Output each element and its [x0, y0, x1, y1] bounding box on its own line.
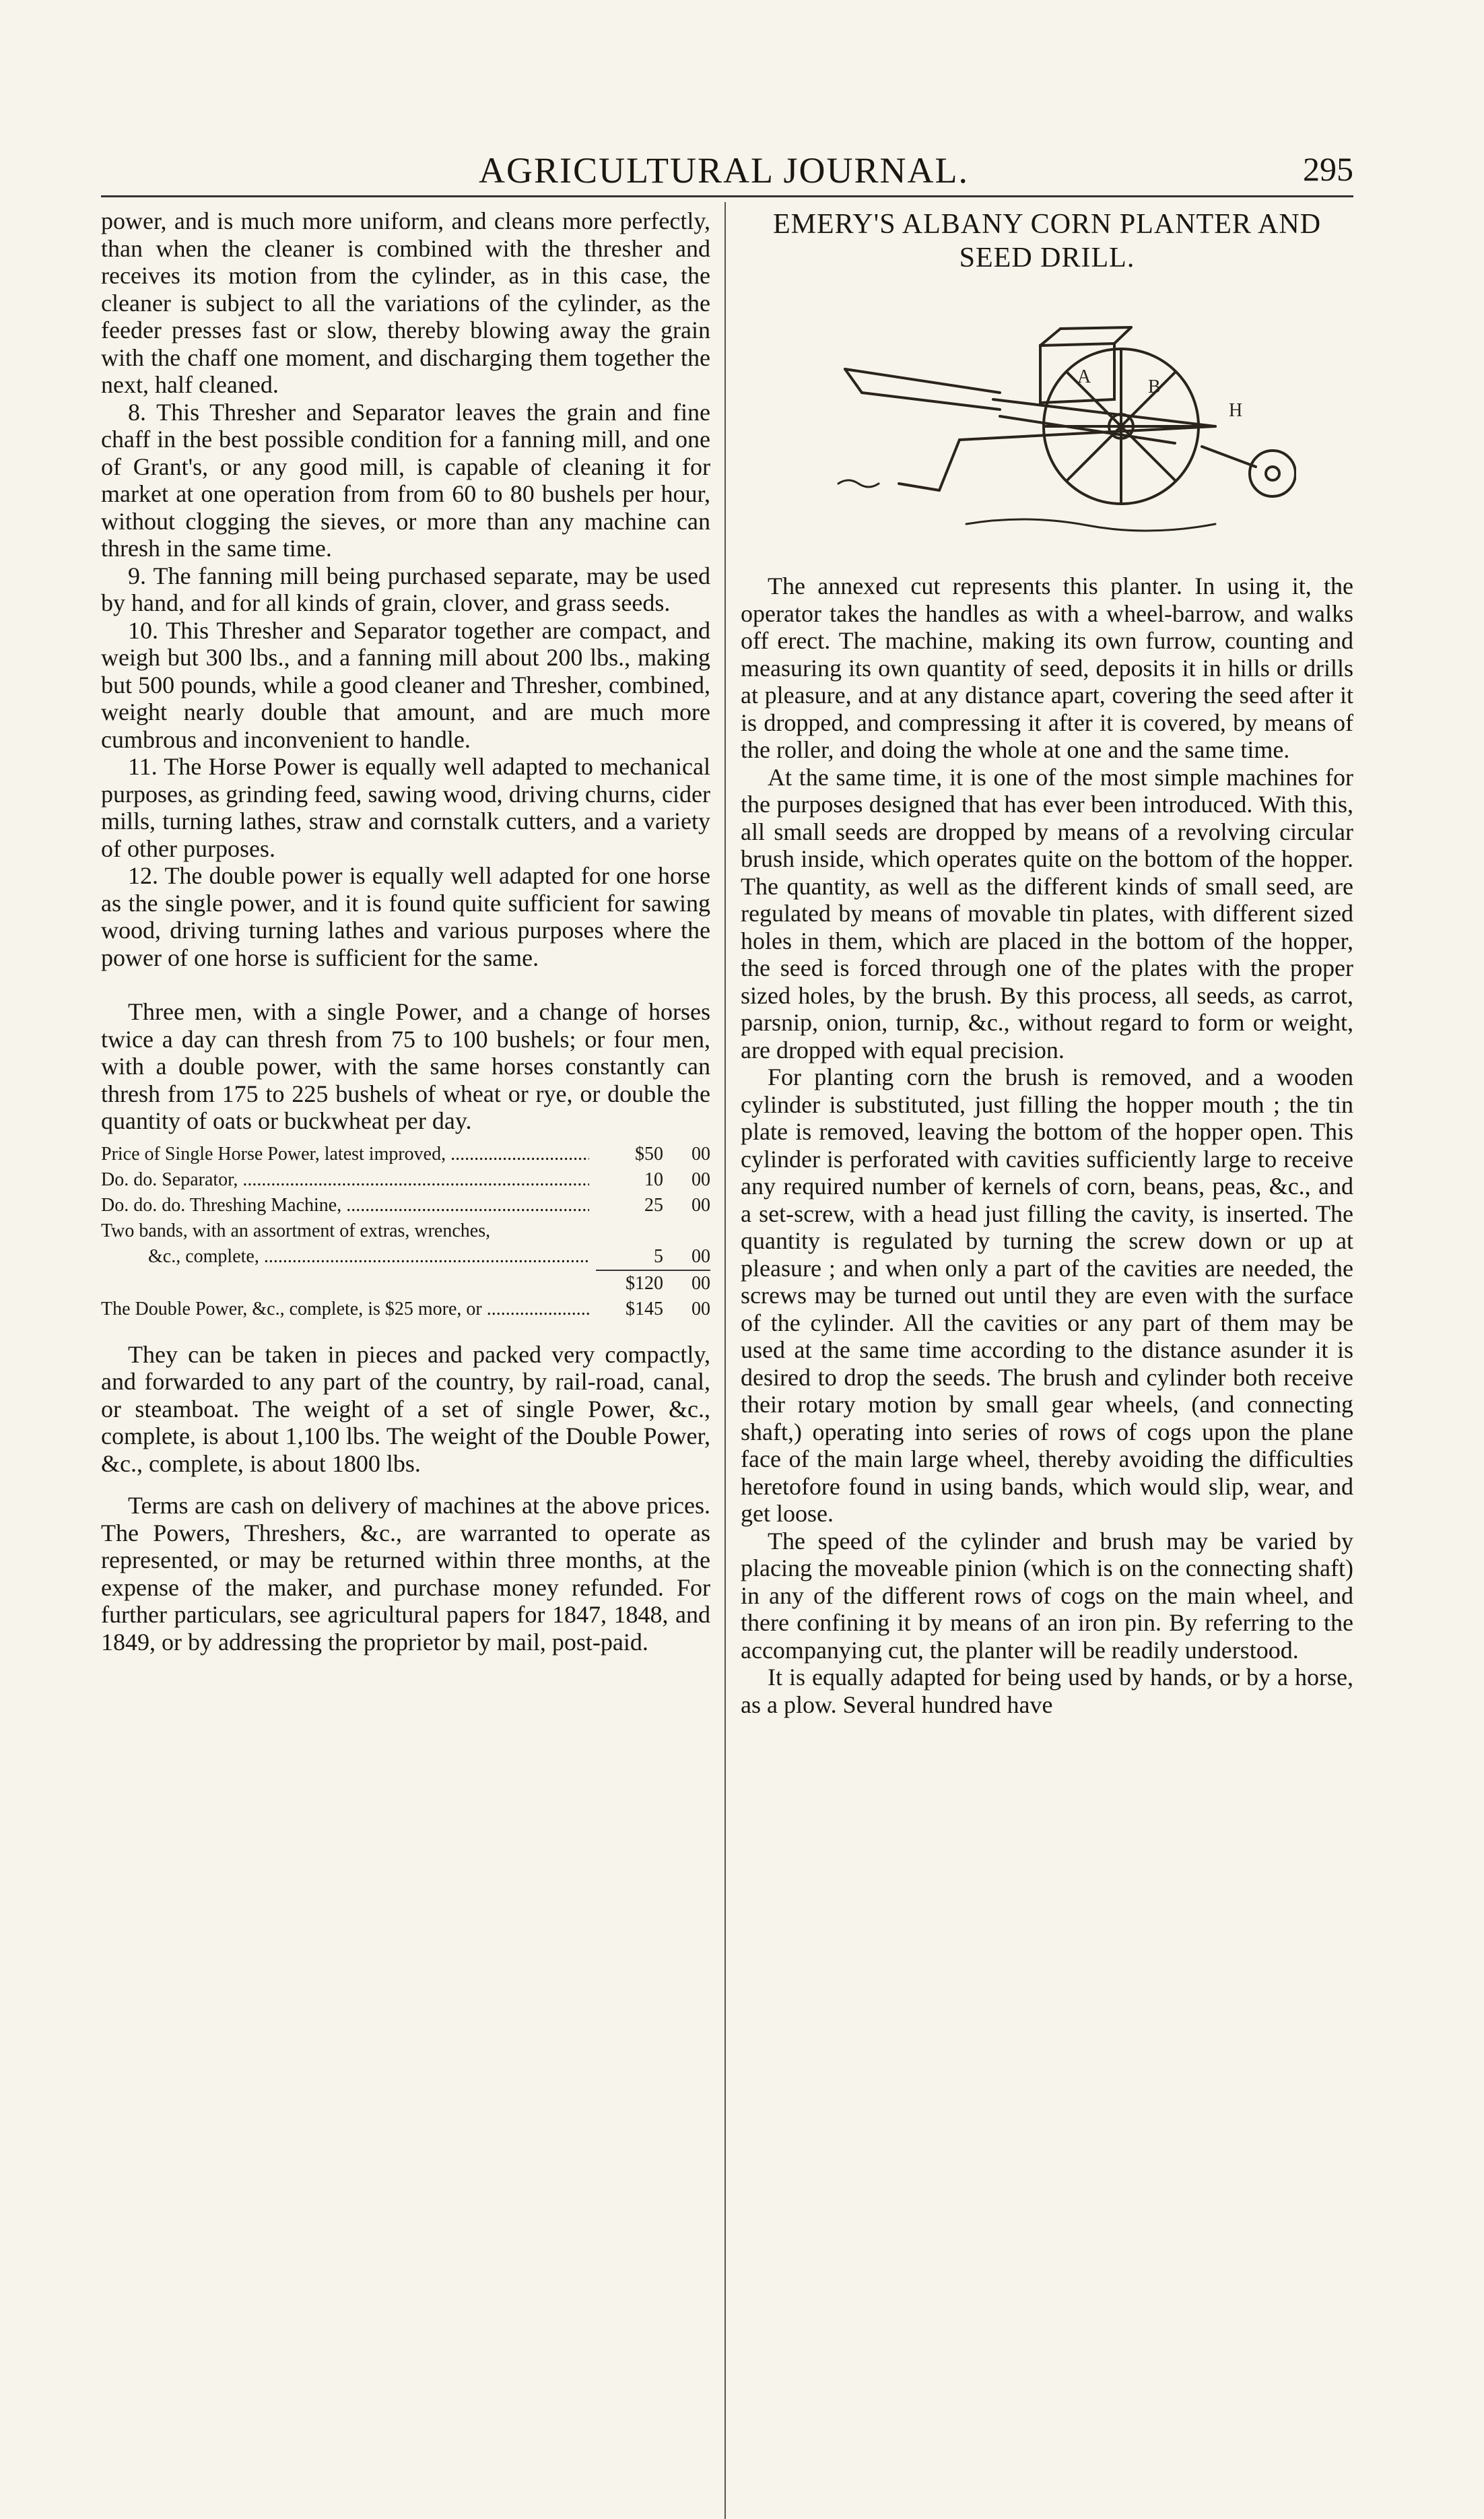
figure-label-h: H	[1229, 400, 1243, 421]
running-title: AGRICULTURAL JOURNAL.	[478, 150, 970, 191]
price-cents: 00	[692, 1169, 710, 1190]
left-column	[101, 207, 710, 1656]
price-cents: 00	[692, 1298, 710, 1319]
article-title	[741, 207, 1353, 275]
page-number: 295	[1303, 150, 1353, 188]
paragraph: 10. This Thresher and Separator together are compact, and weigh but 300 lbs., and a fanning mill about 200 lbs., making but 500 pounds, while a good cleaner and Thresher, combined, weight nearly double that amount, and are much more cumbrous and inconvenient to handle.	[101, 616, 710, 753]
price-label: The Double Power, &c., complete, is $25 more, or .....	[101, 1297, 589, 1322]
price-amount: $145	[626, 1298, 663, 1319]
price-row	[101, 1218, 710, 1244]
paragraph: power, and is much more uniform, and cleans more perfectly, than when the cleaner is combined with the thresher and receives its motion from the cylinder, as in this case, the cleaner is subject to all the variations of the cylinder, as the feeder presses fast or slow, thereby blowing away the grain with the chaff one moment, and discharging them together the next, half cleaned.	[101, 207, 710, 398]
price-cents: 00	[692, 1194, 710, 1216]
subtotal-row	[101, 1271, 710, 1297]
paragraph: 9. The fanning mill being purchased separate, may be used by hand, and for all kinds of grain, clover, and grass seeds.	[101, 562, 710, 616]
price-label: Two bands, with an assortment of extras, wrenches,	[101, 1220, 491, 1241]
price-cents: 00	[692, 1245, 710, 1267]
price-label: Do. do. do. Threshing Machine, .....	[101, 1193, 589, 1218]
double-power-row	[101, 1297, 710, 1322]
article-title-line: EMERY'S ALBANY CORN PLANTER AND	[772, 209, 1322, 240]
paragraph: The annexed cut represents this planter. In using it, the operator takes the handles as with a wheel-barrow, and walks off erect. The machine, making its own furrow, counting and measuring its own quantity of seed, deposits it in hills or drills at pleasure, and at any distance apart, covering the seed after it is dropped, and compressing it after it is covered, by means of the roller, and doing the whole at one and the same time.	[741, 572, 1353, 763]
paragraph: 12. The double power is equally well adapted for one horse as the single power, and it is found quite sufficient for sawing wood, driving turning lathes and various purposes where the power of one horse is sufficient for the same.	[101, 862, 710, 971]
column-divider	[724, 202, 726, 2519]
price-row	[101, 1193, 710, 1218]
page-header	[94, 150, 1353, 190]
paragraph: The speed of the cylinder and brush may be varied by placing the moveable pinion (which is on the connecting shaft) in any of the different rows of cogs on the main wheel, and there confining it by means of an iron pin. By referring to the accompanying cut, the planter will be readily understood.	[741, 1527, 1353, 1664]
paragraph: It is equally adapted for being used by hands, or by a horse, as a plow. Several hundred have	[741, 1664, 1353, 1718]
figure-label-a: A	[1077, 366, 1091, 387]
price-cents: 00	[692, 1143, 710, 1165]
subtotal-amount: $120	[626, 1272, 663, 1294]
corn-planter-illustration	[798, 282, 1296, 564]
paragraph: At the same time, it is one of the most simple machines for the purposes designed that has ever been introduced. With this, all small seeds are dropped by means of a revolving circular brush inside, which operates quite on the bottom of the hopper. The quantity, as well as the different kinds of small seed, are regulated by means of movable tin plates, with different sized holes in them, which are placed in the bottom of the hopper, the seed is forced through one of the plates with the proper sized holes, by the brush. By this process, all seeds, as carrot, parsnip, onion, turnip, &c., without regard to form or weight, are dropped with equal precision.	[741, 763, 1353, 1064]
price-amount: $50	[635, 1143, 663, 1165]
paragraph: Three men, with a single Power, and a change of horses twice a day can thresh from 75 to 100 bushels; or four men, with a double power, with the same horses constantly can thresh from 175 to 225 bushels of wheat or rye, or double the quantity of oats or buckwheat per day.	[101, 998, 710, 1134]
right-column	[741, 207, 1353, 1718]
subtotal-cents: 00	[692, 1272, 710, 1294]
paragraph: 11. The Horse Power is equally well adapted to mechanical purposes, as grinding feed, sawing wood, driving churns, cider mills, turning lathes, straw and cornstalk cutters, and a variety of other purposes.	[101, 753, 710, 862]
paragraph: Terms are cash on delivery of machines at the above prices. The Powers, Threshers, &c., are warranted to operate as represented, or may be returned within three months, at the expense of the maker, and purchase money refunded. For further particulars, see agricultural papers for 1847, 1848, and 1849, or by addressing the proprietor by mail, post-paid.	[101, 1492, 710, 1656]
price-label: Price of Single Horse Power, latest improved, .....	[101, 1142, 589, 1167]
paragraph: 8. This Thresher and Separator leaves the grain and fine chaff in the best possible condition for a fanning mill, and one of Grant's, or any good mill, is capable of cleaning it for market at one operation from from 60 to 80 bushels per hour, without clogging the sieves, or more than any machine can thresh in the same time.	[101, 398, 710, 562]
paragraph: For planting corn the brush is removed, and a wooden cylinder is substituted, just filling the hopper mouth ; the tin plate is removed, leaving the bottom of the hopper open. This cylinder is perforated with cavities sufficiently large to receive any required number of kernels of corn, beans, peas, &c., and a set-screw, with a head just filling the cavity, is inserted. The quantity is regulated by turning the screw down or up at pleasure ; and when only a part of the cavities are needed, the screws may be turned out until they are even with the surface of the cylinder. All the cavities or any part of them may be used at the same time according to the distance asunder it is desired to drop the seeds. The brush and cylinder both receive their rotary motion by small gear wheels, (and connecting shaft,) operating into series of rows of cogs upon the plane face of the main large wheel, thereby avoiding the difficulties heretofore found in using bands, which would slip, wear, and get loose.	[741, 1064, 1353, 1527]
price-row	[101, 1167, 710, 1193]
price-table	[101, 1142, 710, 1322]
article-title-line: SEED DRILL.	[959, 242, 1135, 273]
price-label: &c., complete, .....	[148, 1244, 589, 1270]
price-amount: 10	[644, 1169, 663, 1190]
figure-label-b: B	[1148, 377, 1161, 397]
header-rule	[101, 195, 1353, 197]
price-label: Do. do. Separator, .....	[101, 1167, 589, 1193]
price-amount: 25	[644, 1194, 663, 1216]
price-amount: 5	[654, 1245, 663, 1267]
price-row	[101, 1244, 710, 1270]
price-row	[101, 1142, 710, 1167]
paragraph: They can be taken in pieces and packed very compactly, and forwarded to any part of the country, by rail-road, canal, or steamboat. The weight of a set of single Power, &c., complete, is about 1,100 lbs. The weight of the Double Power, &c., complete, is about 1800 lbs.	[101, 1340, 710, 1477]
